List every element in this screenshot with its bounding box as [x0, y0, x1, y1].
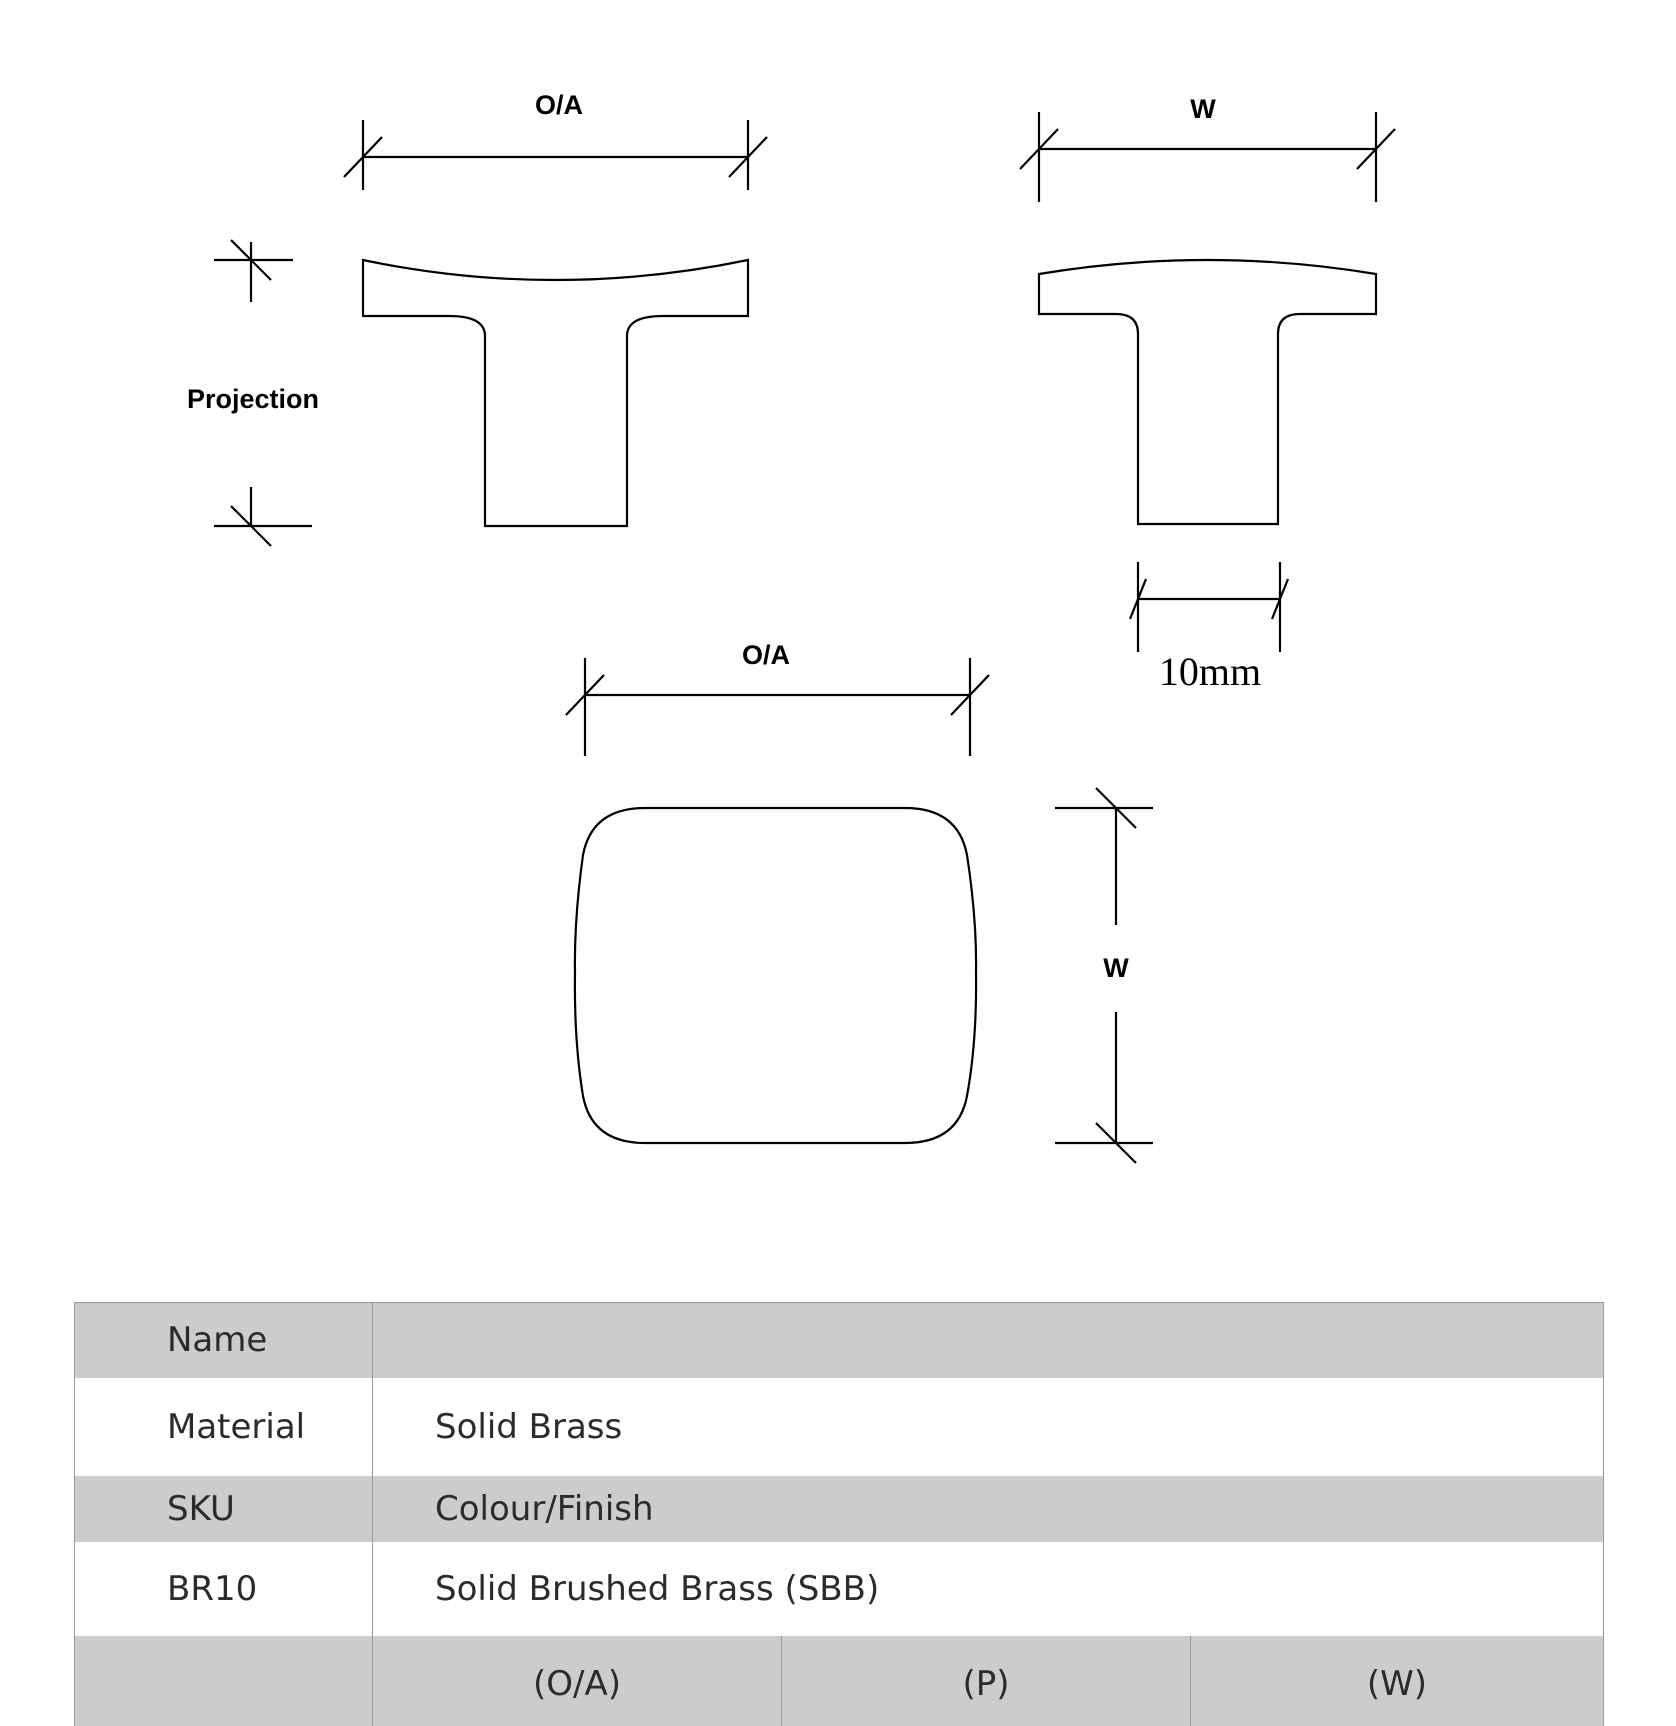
- top-knob-outline: [575, 808, 976, 1143]
- sku-value: BR10: [75, 1542, 373, 1636]
- projection-label: Projection: [187, 384, 320, 414]
- width-header: (W): [1191, 1636, 1604, 1726]
- dimension-header-row: [75, 1636, 1604, 1726]
- name-row: [75, 1303, 1604, 1378]
- dimension-header-empty: [75, 1636, 373, 1726]
- top-view: [566, 658, 1153, 1163]
- name-label: Name: [75, 1303, 373, 1378]
- colour-finish-value: Solid Brushed Brass (SBB): [373, 1542, 1604, 1636]
- top-width-label: W: [1103, 953, 1129, 983]
- sku-row: [75, 1542, 1604, 1636]
- overall-header: (O/A): [373, 1636, 782, 1726]
- stem-dimension-line: [1130, 562, 1288, 652]
- side-width-dimension-line: [1020, 112, 1395, 202]
- sku-header-row: [75, 1476, 1604, 1542]
- sku-header-label: SKU: [75, 1476, 373, 1542]
- name-value: [373, 1303, 1604, 1378]
- top-overall-dimension-line: [566, 658, 989, 756]
- stem-diameter-label: 10mm: [1158, 649, 1262, 694]
- projection-header: (P): [782, 1636, 1191, 1726]
- material-value: Solid Brass: [373, 1378, 1604, 1476]
- front-view: [214, 120, 767, 546]
- material-label: Material: [75, 1378, 373, 1476]
- front-overall-dimension-line: [344, 120, 767, 190]
- colour-finish-header: Colour/Finish: [373, 1476, 1604, 1542]
- side-knob-outline: [1039, 260, 1376, 524]
- side-width-label: W: [1190, 94, 1216, 124]
- side-view: [1020, 112, 1395, 652]
- top-overall-label: O/A: [741, 640, 791, 670]
- product-spec-table: [74, 1302, 1604, 1726]
- front-overall-label: O/A: [534, 90, 584, 120]
- front-knob-outline: [363, 260, 748, 526]
- material-row: [75, 1378, 1604, 1476]
